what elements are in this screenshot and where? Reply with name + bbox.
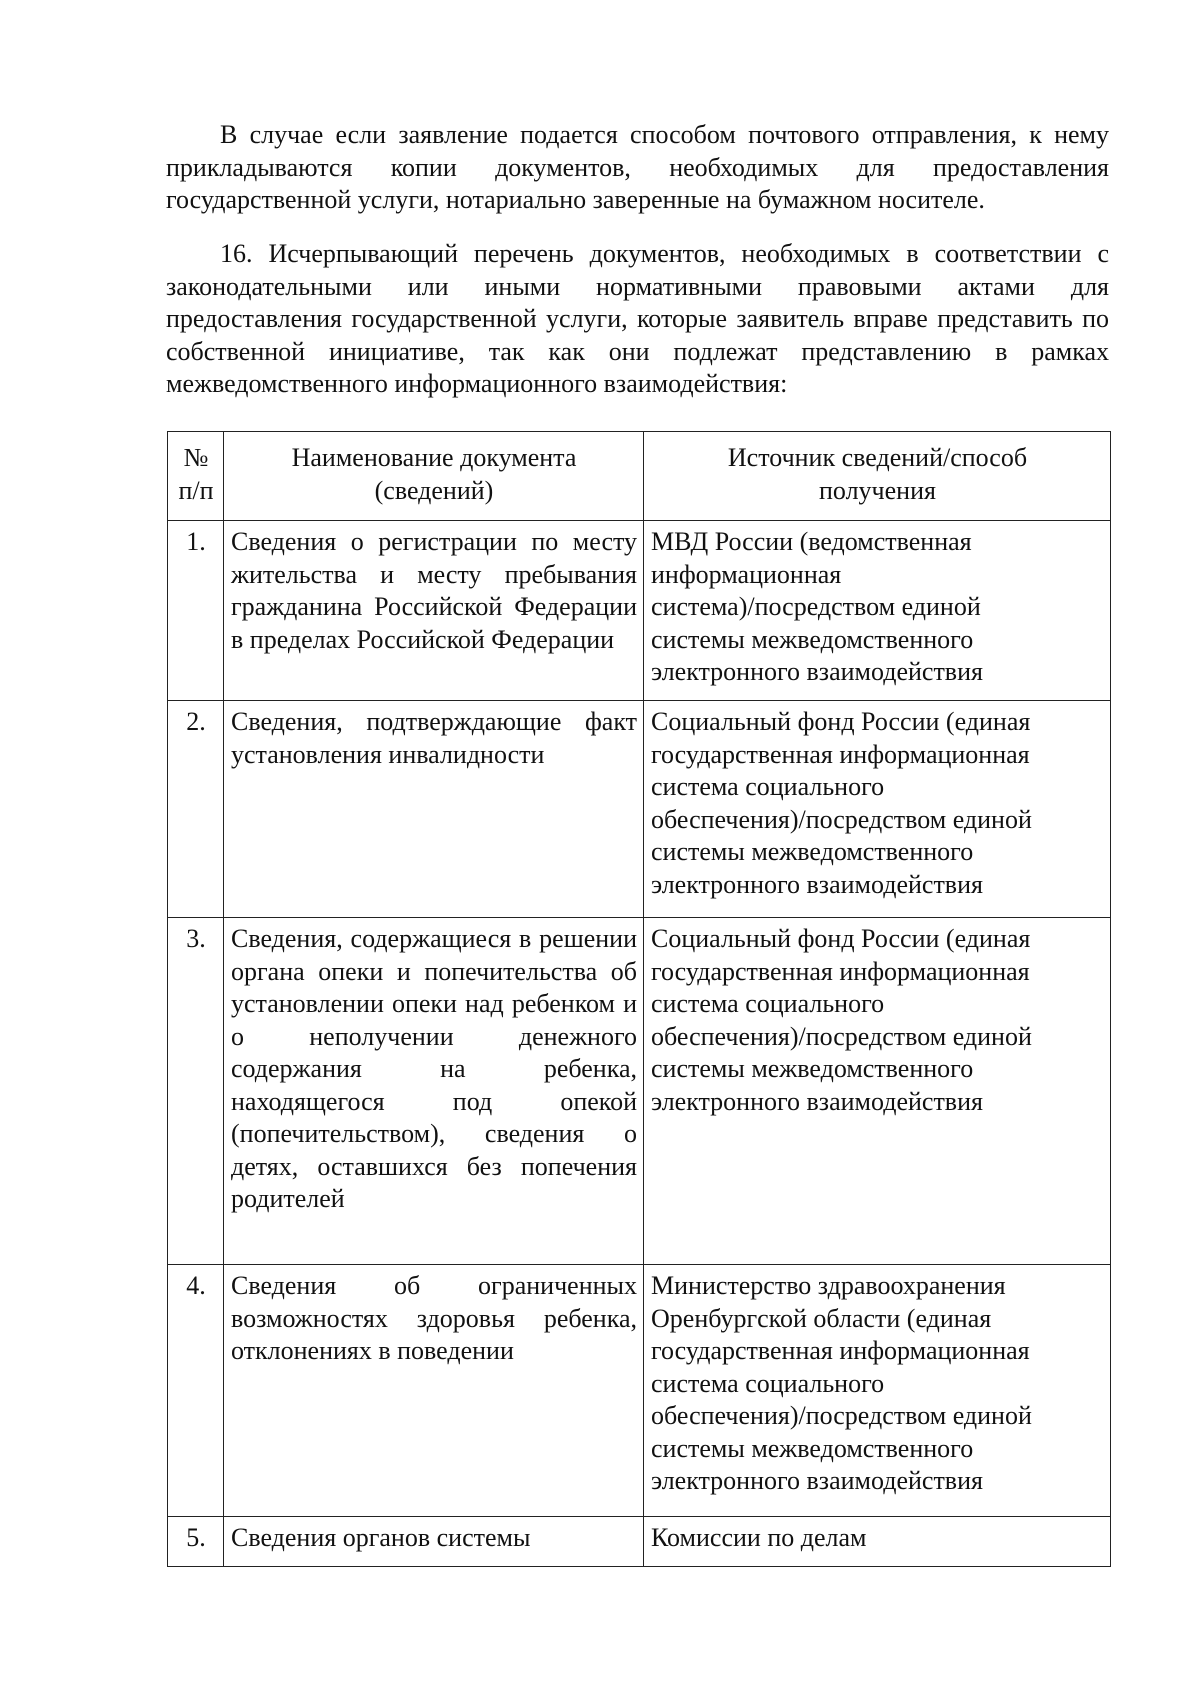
row-document-name: Сведения органов системы (224, 1517, 644, 1567)
row-document-name: Сведения, содержащиеся в решении органа опеки и попечительства об установлении опеки над ребенком и о неполучении денежного содержания на ребенка, находящегося под опекой (попечительством), сведения о детях, оставшихся без попечения родителей (224, 918, 644, 1265)
header-source: Источник сведений/способ получения (644, 432, 1111, 521)
table-row (168, 1265, 1111, 1517)
row-source: Социальный фонд России (единая государственная информационная система социального обеспечения)/посредством единой системы межведомственного электронного взаимодействия (644, 918, 1111, 1265)
table-row (168, 521, 1111, 701)
row-number: 1. (168, 521, 224, 701)
row-number: 5. (168, 1517, 224, 1567)
row-source: Комиссии по делам (644, 1517, 1111, 1567)
paragraph-16-documents-list: 16. Исчерпывающий перечень документов, необходимых в соответствии с законодательными или иными нормативными правовыми актами для предоставления государственной услуги, которые заявитель вправе представить по собственной инициативе, так как они подлежат представлению в рамках межведомственного информационного взаимодействия: (166, 239, 1109, 398)
row-document-name: Сведения, подтверждающие факт установления инвалидности (224, 701, 644, 918)
table-row (168, 918, 1111, 1265)
row-document-name: Сведения об ограниченных возможностях здоровья ребенка, отклонениях в поведении (224, 1265, 644, 1517)
row-source: Социальный фонд России (единая государственная информационная система социального обеспечения)/посредством единой системы межведомственного электронного взаимодействия (644, 701, 1111, 918)
paragraph-postal-submission: В случае если заявление подается способом почтового отправления, к нему прикладываются копии документов, необходимых для предоставления государственной услуги, нотариально заверенные на бумажном носителе. (166, 120, 1109, 214)
table-row (168, 1517, 1111, 1567)
row-number: 3. (168, 918, 224, 1265)
table-header-row (168, 432, 1111, 521)
table-row (168, 701, 1111, 918)
documents-table (167, 431, 1111, 1567)
row-number: 2. (168, 701, 224, 918)
header-document-name: Наименование документа (сведений) (224, 432, 644, 521)
row-number: 4. (168, 1265, 224, 1517)
row-source: Министерство здравоохранения Оренбургской области (единая государственная информационная система социального обеспечения)/посредством единой системы межведомственного электронного взаимодействия (644, 1265, 1111, 1517)
header-number: № п/п (168, 432, 224, 521)
row-source: МВД России (ведомственная информационная система)/посредством единой системы межведомственного электронного взаимодействия (644, 521, 1111, 701)
row-document-name: Сведения о регистрации по месту жительства и месту пребывания гражданина Российской Федерации в пределах Российской Федерации (224, 521, 644, 701)
